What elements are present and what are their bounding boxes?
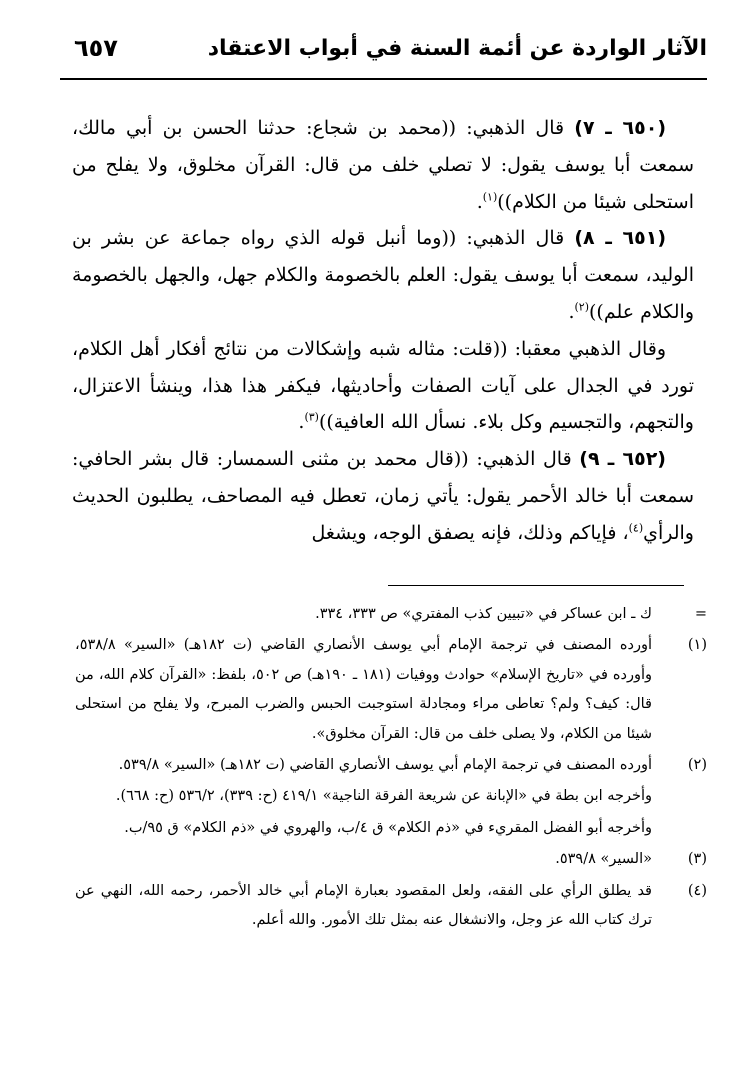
paragraph-tail: . [476,190,483,213]
page-number: ٦٥٧ [74,34,118,62]
footnote-mark [652,782,707,811]
footnote-text: ك ـ ابن عساكر في «تبيين كذب المفتري» ص ٣٣٣، ٣٣٤. [315,606,652,622]
footnote-2 [75,751,707,780]
athar-number: (٦٥٠ ـ ٧) [574,117,666,139]
footnote-mark [652,814,707,843]
footnote-ref[interactable]: (١) [482,190,498,204]
paragraph-650 [72,110,694,220]
footnote-text: أورده المصنف في ترجمة الإمام أبي يوسف الأنصاري القاضي (ت ١٨٢هـ) «السير» ٥٣٨/٨، وأورده في «تاريخ الإسلام» حوادث ووفيات (١٨١ ـ ١٩٠هـ) ص ٥٠٢، بلفظ: «القرآن كلام الله، من قال: كيف؟ ولم؟ تعاطى مراء ومجادلة استوجبت الحبس والضرب المبرح، ولا يفلح من استحلى شيئا من الكلام، ولا يصلى خلف من قال: القرآن مخلوق». [75,637,652,742]
footnote-text: قد يطلق الرأي على الفقه، ولعل المقصود بعبارة الإمام أبي خالد الأحمر، رحمه الله، النهي عن ترك كتاب الله عز وجل، والانشغال عنه بمثل تلك الأمور. والله أعلم. [75,882,652,929]
page-header [60,30,707,82]
footnote-continuation [75,600,707,629]
footnotes [75,600,707,937]
footnote-2-extra-1 [75,782,707,811]
footnote-text: وأخرجه ابن بطة في «الإبانة عن شريعة الفرقة الناجية» ٤١٩/١ (ح: ٣٣٩)، ٥٣٦/٢ (ح: ٦٦٨). [115,788,652,805]
paragraph-651 [72,220,694,330]
running-title: الآثار الواردة عن أئمة السنة في أبواب الاعتقاد [207,36,707,61]
footnote-separator [388,585,684,586]
footnote-ref[interactable]: (٢) [574,300,590,314]
header-rule [60,78,707,80]
footnote-2-extra-2 [75,814,707,843]
paragraph-tail: ، فإياكم وذلك، فإنه يصفق الوجه، ويشغل [311,521,629,544]
paragraph-text: قال الذهبي: ((محمد بن شجاع: حدثنا الحسن بن أبي مالك، سمعت أبا يوسف يقول: لا تصلي خلف من قال: القرآن مخلوق، ولا يفلح من استحلى شيئا من الكلام)) [72,117,694,213]
paragraph-tail: . [568,300,575,323]
footnote-ref[interactable]: (٣) [304,411,319,425]
paragraph-tail: . [298,411,305,434]
athar-number: (٦٥٢ ـ ٩) [579,448,666,471]
footnote-ref[interactable]: (٤) [628,521,644,535]
footnote-text: وأخرجه أبو الفضل المقريء في «ذم الكلام» ق ٤/ب، والهروي في «ذم الكلام» ق ٩٥/ب. [124,819,652,836]
paragraph-text: قال الذهبي: ((وما أنبل قوله الذي رواه جماعة عن بشر بن الوليد، سمعت أبا يوسف يقول: العلم بالخصومة والكلام جهل، والجهل بالخصومة والكلام علم)) [72,227,694,323]
athar-number: (٦٥١ ـ ٨) [574,227,667,250]
footnote-4 [75,877,707,936]
footnote-mark: (٤) [687,882,707,899]
paragraph-commentary [72,331,694,441]
footnote-text: أورده المصنف في ترجمة الإمام أبي يوسف الأنصاري القاضي (ت ١٨٢هـ) «السير» ٥٣٩/٨. [118,757,652,774]
footnote-text: «السير» ٥٣٩/٨. [555,851,652,868]
footnote-mark: (١) [687,637,707,654]
paragraph-text: قال الذهبي: ((قال محمد بن مثنى السمسار: قال بشر الحافي: سمعت أبا خالد الأحمر يقول: يأتي زمان، تعطل فيه المصاحف، يطلبون الحديث والرأي [72,448,694,544]
footnote-3 [75,845,707,874]
footnote-1 [75,631,707,749]
footnote-mark: (٣) [687,851,707,868]
paragraph-text: وقال الذهبي معقبا: ((قلت: مثاله شبه وإشكالات من نتائج أفكار أهل الكلام، تورد في الجدال على آيات الصفات وأحاديثها، فيكفر هذا هذا، وينشأ الاعتزال، والتجهم، والتجسيم وكل بلاء. نسأل الله العافية)) [72,337,694,434]
main-text [72,110,694,552]
paragraph-652 [72,441,694,551]
footnote-mark: (٢) [687,757,707,774]
footnote-mark: = [694,606,707,622]
